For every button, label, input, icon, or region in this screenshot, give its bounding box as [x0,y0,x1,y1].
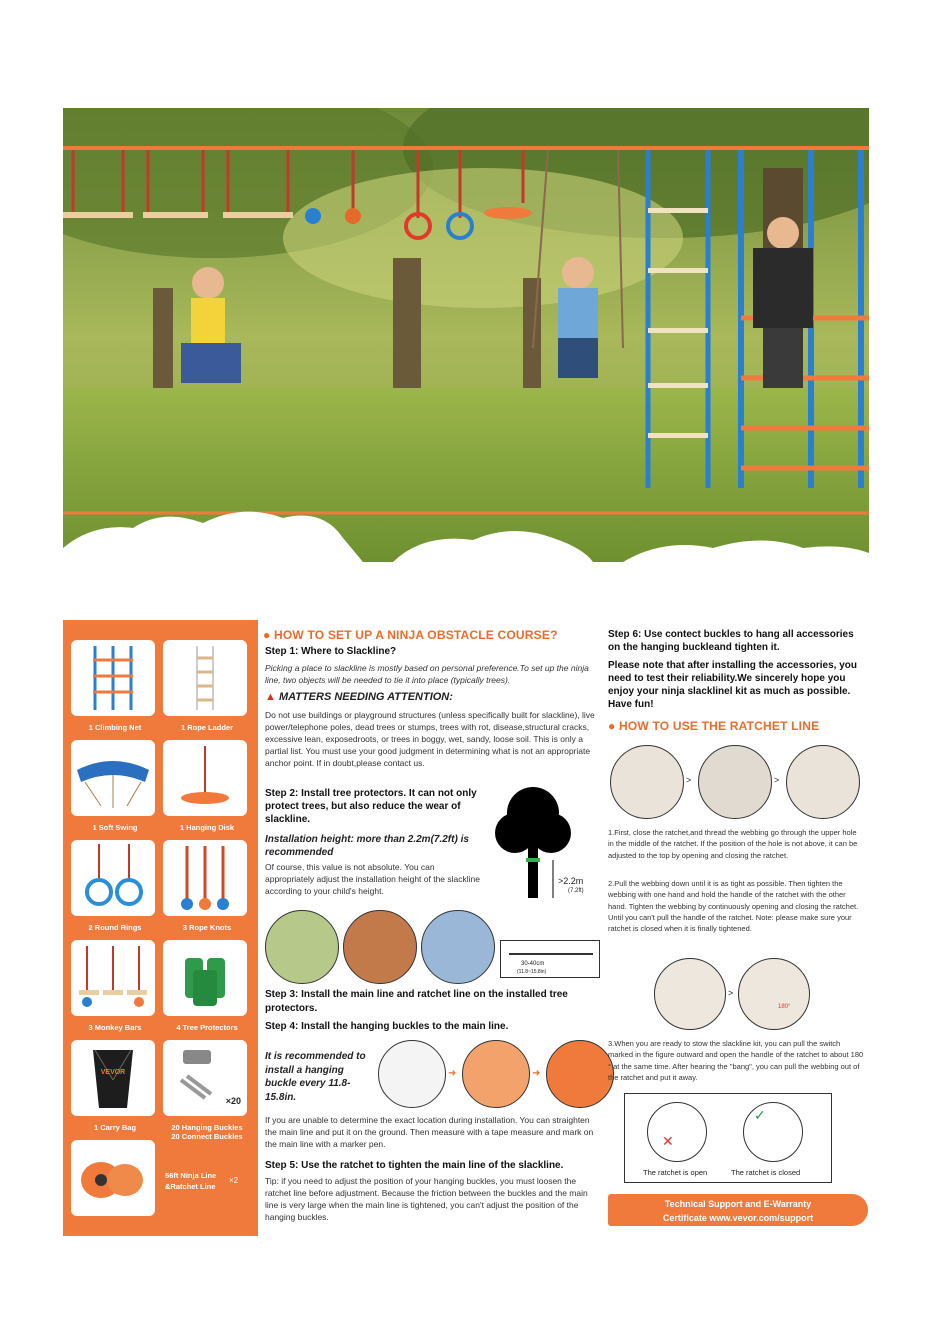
item-hanging-disk [163,740,251,832]
ratchet-heading: ● HOW TO USE THE RATCHET LINE [608,719,820,733]
step3-title: Step 3: Install the main line and ratchet line on the installed tree protectors. [265,989,568,1014]
item-label: 56ft Ninja Line &Ratchet Line [165,1171,217,1192]
attention-title: ▲ MATTERS NEEDING ATTENTION: [265,691,453,703]
support-badge [608,1194,868,1226]
item-label: 1 Hanging Disk [179,823,235,832]
setup-heading: ● HOW TO SET UP A NINJA OBSTACLE COURSE? [263,628,558,642]
step-photo [421,910,495,984]
ratchet-release-image [654,958,726,1030]
item-buckles [163,1040,251,1141]
support-line2: Certificate www.vevor.com/support [662,1213,814,1223]
item-label: 20 Hanging Buckles 20 Connect Buckles [171,1123,243,1141]
step1-title: Step 1: Where to Slackline? [265,646,397,657]
item-carry-bag [71,1040,159,1132]
item-label: 1 Climbing Net [88,723,142,732]
hanging-disk-icon [163,740,247,816]
setup-column [263,620,601,1236]
buckle-step-image [546,1040,614,1108]
arrow-icon: > [728,988,734,998]
bag-logo: VEVOR [100,1069,126,1076]
ratchet-state-diagram [624,1093,832,1183]
rope-knots-icon [163,840,247,916]
buckle-count: ×20 [225,1096,241,1106]
item-label: 1 Rope Ladder [180,723,234,732]
arrow-icon: > [686,775,692,785]
step5-title: Step 5: Use the ratchet to tighten the main line of the slackline. [265,1160,564,1171]
step4-title: Step 4: Install the hanging buckles to the main line. [265,1021,509,1032]
attention-text: Do not use buildings or playground structures (unless specifically built for slackline), live power/telephone poles, dead trees or stumps, trees with rot, disease,structural cracks, excessive lean, exposedroots, or trees in boggy, wet, sandy, loose soil. This is only a partial list. You must use your good judgment in determining what is not an appropriate anchor point. If in doubt,please contact us. [265,710,595,768]
item-monkey-bars [71,940,159,1032]
ratchet-step3: 3.When you are ready to stow the slackline kit, you can pull the switch marked in the figure outward and open the handle of the ratchet to about 180 ° at the same time. After hearing the "bang", you can pull the webbing out of the ratchet and put it away. [608,1039,864,1082]
instruction-manual [63,620,869,1236]
item-round-rings [71,840,159,932]
height-value: >2.2m [558,876,584,886]
item-label: 4 Tree Protectors [176,1023,238,1032]
ratchet-column [606,620,868,1236]
cross-icon: ✕ [662,1133,674,1149]
ratchet-step-image [610,745,684,819]
tree-protectors-icon [163,940,247,1016]
support-line1: Technical Support and E-Warranty [664,1199,812,1209]
height-ft: (7.2ft) [568,888,584,894]
arrow-icon: ➜ [448,1068,457,1079]
angle-label: 180° [778,1004,791,1010]
step-photo [343,910,417,984]
spacing-value: 30-40cm [521,961,545,967]
height-title: Installation height: more than 2.2m(7.2ft) is recommended [265,834,469,858]
item-label: 1 Carry Bag [93,1123,137,1132]
check-icon: ✓ [754,1107,766,1123]
item-label: 2 Round Rings [88,923,142,932]
item-ninja-line [71,1140,251,1216]
warning-icon: ▲ [265,691,276,703]
ninja-line-icon [71,1140,155,1216]
item-soft-swing [71,740,159,832]
step5-text: Tip: if you need to adjust the position of your hanging buckles, you must loosen the ratchet line before adjustment. Because the friction between the buckles and the main line is very large when the main line is tightened, you can't adjust the position of the hanging buckles. [265,1176,588,1222]
item-label: 3 Rope Knots [182,923,232,932]
ratchet-step1: 1.First, close the ratchet,and thread the webbing go through the upper hole in the middle of the ratchet. If the position of the hole is not above, it can be adjusted to the top by opening and closing the ratchet. [608,828,858,860]
spacing-diagram [500,940,600,978]
item-rope-ladder [163,640,251,732]
round-rings-icon [71,840,155,916]
step2-title: Step 2: Install tree protectors. It can not only protect trees, but also reduce the wear of slackline. [265,788,477,825]
height-text: Of course, this value is not absolute. You can appropriately adjust the installation height of the slackline according to your child's height. [265,862,480,896]
arrow-icon: > [774,775,780,785]
ratchet-open-image [647,1102,707,1162]
closed-label: The ratchet is closed [731,1168,801,1177]
accessories-note: Please note that after installing the accessories, you need to test their reliability.We sincerely hope you enjoy your ninja slacklinel kit as much as possible. Have fun! [608,660,857,710]
step4-text: If you are unable to determine the exact location during installation. You can straighten the main line and put it on the ground. Then measure with a tape measure and mark on the main line with a marker pen. [265,1115,594,1149]
step-photo [265,910,339,984]
item-label: 1 Soft Swing [92,823,138,832]
step6-title: Step 6: Use contect buckles to hang all accessories on the hanging buckleand tighten it. [608,629,854,653]
ratchet-closed-image [743,1102,803,1162]
carry-bag-icon [71,1040,155,1116]
climbing-net-icon [71,640,155,716]
buckle-step-image [462,1040,530,1108]
item-rope-knots [163,840,251,932]
item-label: 3 Monkey Bars [88,1023,142,1032]
ratchet-step-image [698,745,772,819]
monkey-bars-icon [71,940,155,1016]
package-contents-sidebar [63,620,258,1236]
buckle-tip: It is recommended to install a hanging buckle every 11.8-15.8in. [265,1051,366,1103]
arrow-icon: ➜ [532,1068,541,1079]
ratchet-release-image [738,958,810,1030]
item-tree-protectors [163,940,251,1032]
open-label: The ratchet is open [643,1168,708,1177]
buckle-step-image [378,1040,446,1108]
ratchet-step-image [786,745,860,819]
line-count: ×2 [229,1176,239,1185]
hero-illustration [63,108,869,562]
soft-swing-icon [71,740,155,816]
item-climbing-net [71,640,159,732]
ratchet-step2: 2.Pull the webbing down until it is as tight as possible. Then tighten the webbing with one hand and hold the handle of the ratchet with the other hand. Tighten the webbing by continuously opening and closing the ratchet. Until you can't pull the handle of the ratchet. Note: please make sure your ratchet is closed when it is finally tightened. [608,879,859,933]
step1-text: Picking a place to slackline is mostly based on personal preference.To set up the ninja line, two objects will be needed to tie it into place (typically trees). [265,663,589,685]
hero-photo [63,108,869,562]
rope-ladder-icon [163,640,247,716]
spacing-in: (11.8~15.8in) [517,969,547,975]
